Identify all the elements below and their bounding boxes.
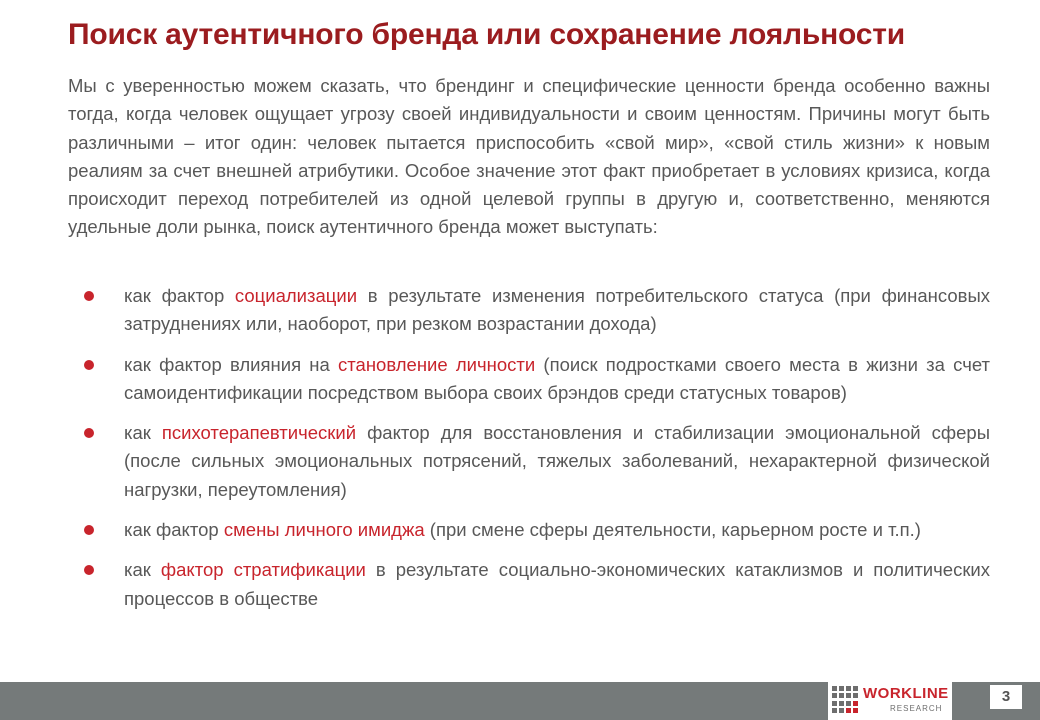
bullet-highlight: психотерапевтический (161, 422, 357, 444)
logo-grid-icon (832, 686, 859, 713)
bullet-text-after: (поиск подростками своего места в жизни за счет самоидентификации посредством выбора своих брэндов среди статусных товаров) (124, 353, 990, 403)
bullet-item-psychotherapy (68, 419, 990, 504)
bullet-dot-icon (84, 525, 94, 535)
bullet-list (68, 282, 990, 613)
workline-logo (828, 682, 952, 720)
bullet-item-image-change (68, 516, 990, 544)
bullet-text-after: (при смене сферы деятельности, карьерном росте и т.п.) (424, 519, 921, 541)
bullet-highlight: становление личности (338, 353, 536, 375)
bullet-text-after: в результате изменения потребительского статуса (при финансовых затруднениях или, наоборот, при резком возрастании дохода) (124, 285, 990, 335)
logo-name: WORKLINE (863, 685, 949, 702)
bullet-item-socialization (68, 282, 990, 339)
intro-paragraph: Мы с уверенностью можем сказать, что брендинг и специфические ценности бренда особенно важны тогда, когда человек ощущает угрозу своей индивидуальности и своим ценностям. Причины могут быть различными – итог один: человек пытается приспособить «свой мир», «свой стиль жизни» к новым реалиям за счет внешней атрибутики. Особое значение этот факт приобретает в условиях кризиса, когда происходит переход потребителей из одной целевой группы в другую и, соответственно, меняются удельные доли рынка, поиск аутентичного бренда может выступать: (68, 75, 990, 238)
bullet-dot-icon (84, 291, 94, 301)
bullet-text-before: как (124, 559, 161, 581)
bullet-highlight: фактор стратификации (160, 559, 366, 581)
slide-title: Поиск аутентичного бренда или сохранение лояльности (68, 18, 905, 51)
logo-subtitle: RESEARCH (890, 704, 943, 713)
bullet-item-personality (68, 351, 990, 408)
bullet-text-before: как фактор (124, 285, 235, 306)
bullet-highlight: социализации (234, 285, 358, 306)
page-number: 3 (990, 685, 1022, 709)
bullet-text-before: как (124, 422, 162, 444)
bullet-text-after: фактор для восстановления и стабилизации эмоциональной сферы (после сильных эмоциональных потрясений, тяжелых заболеваний, нехарактерной физической нагрузки, переутомления) (124, 422, 990, 500)
bullet-text-after: в результате социально-экономических катаклизмов и политических процессов в обществе (124, 559, 990, 609)
bullet-text-before: как фактор (124, 519, 224, 541)
bullet-dot-icon (84, 428, 94, 438)
bullet-text-before: как фактор влияния на (124, 353, 339, 375)
bullet-dot-icon (84, 565, 94, 575)
bullet-item-stratification (68, 556, 990, 613)
bullet-highlight: смены личного имиджа (223, 519, 425, 541)
bullet-dot-icon (84, 360, 94, 370)
